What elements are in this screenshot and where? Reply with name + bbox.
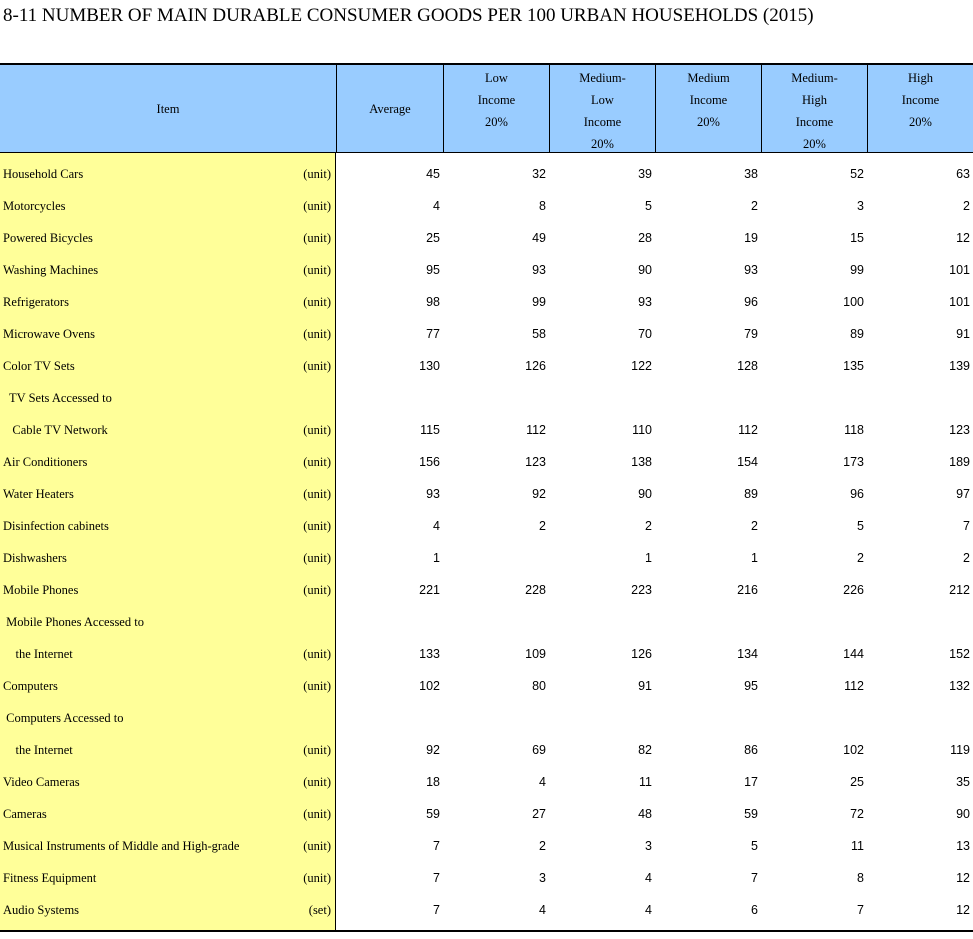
row-value: 128	[737, 359, 758, 373]
row-value: 4	[645, 903, 652, 917]
table-row	[0, 729, 973, 761]
row-value: 28	[638, 231, 652, 245]
row-value	[446, 377, 546, 409]
row-value: 102	[419, 679, 440, 693]
row-value	[658, 377, 758, 409]
row-value: 92	[426, 743, 440, 757]
row-value	[446, 537, 546, 569]
row-value: 7	[433, 871, 440, 885]
row-label: Refrigerators	[3, 295, 69, 309]
table-row	[0, 377, 973, 409]
row-value: 63	[956, 167, 970, 181]
row-value: 123	[949, 423, 970, 437]
row-value: 70	[638, 327, 652, 341]
row-value: 112	[738, 423, 758, 437]
row-value: 138	[631, 455, 652, 469]
header-high-income: High Income 20%	[867, 65, 973, 152]
row-value: 135	[843, 359, 864, 373]
row-value: 101	[949, 263, 970, 277]
row-value: 35	[956, 775, 970, 789]
table-row	[0, 281, 973, 313]
row-value: 8	[539, 199, 546, 213]
row-value: 93	[744, 263, 758, 277]
row-unit: (unit)	[303, 327, 331, 341]
table-row	[0, 185, 973, 217]
row-value: 39	[638, 167, 652, 181]
row-value: 126	[631, 647, 652, 661]
row-value: 69	[532, 743, 546, 757]
row-label: the Internet	[3, 647, 73, 661]
row-value: 119	[950, 743, 970, 757]
row-unit: (unit)	[303, 487, 331, 501]
row-value: 15	[850, 231, 864, 245]
row-label: Mobile Phones	[3, 583, 79, 597]
header-medium-income: Medium Income 20%	[655, 65, 761, 152]
row-label: TV Sets Accessed to	[3, 391, 112, 405]
row-unit: (unit)	[303, 167, 331, 181]
table-row	[0, 313, 973, 345]
row-value: 7	[963, 519, 970, 533]
row-value: 112	[526, 423, 546, 437]
row-value: 101	[949, 295, 970, 309]
row-value: 98	[426, 295, 440, 309]
row-label: Cable TV Network	[3, 423, 108, 437]
row-label: Mobile Phones Accessed to	[3, 615, 144, 629]
row-value: 7	[433, 839, 440, 853]
row-value: 118	[844, 423, 864, 437]
row-unit: (unit)	[303, 295, 331, 309]
row-value: 7	[751, 871, 758, 885]
row-value: 1	[751, 551, 758, 565]
row-value: 8	[857, 871, 864, 885]
table-row	[0, 793, 973, 825]
row-value: 7	[433, 903, 440, 917]
row-value: 11	[639, 775, 652, 789]
row-value: 59	[744, 807, 758, 821]
row-value: 189	[949, 455, 970, 469]
row-value: 90	[638, 263, 652, 277]
row-value: 99	[850, 263, 864, 277]
row-value: 97	[956, 487, 970, 501]
row-value: 223	[631, 583, 652, 597]
table-row	[0, 825, 973, 857]
row-value: 2	[857, 551, 864, 565]
table-bottom-rule	[0, 930, 973, 932]
row-label: Washing Machines	[3, 263, 99, 277]
table-row	[0, 505, 973, 537]
row-value	[764, 697, 864, 729]
row-unit: (unit)	[303, 551, 331, 565]
row-value: 5	[645, 199, 652, 213]
row-value: 80	[532, 679, 546, 693]
row-value	[552, 601, 652, 633]
row-value: 13	[956, 839, 970, 853]
row-value: 48	[638, 807, 652, 821]
row-value: 112	[844, 679, 864, 693]
row-value: 216	[737, 583, 758, 597]
table-body	[0, 153, 973, 930]
row-value: 154	[737, 455, 758, 469]
row-label: Color TV Sets	[3, 359, 75, 373]
header-low-income: Low Income 20%	[443, 65, 549, 152]
row-value: 25	[850, 775, 864, 789]
row-value	[552, 377, 652, 409]
row-value: 2	[751, 519, 758, 533]
row-value: 130	[419, 359, 440, 373]
row-value: 2	[539, 839, 546, 853]
row-value: 18	[426, 775, 440, 789]
row-value: 132	[949, 679, 970, 693]
row-value: 173	[843, 455, 864, 469]
row-unit: (unit)	[303, 743, 331, 757]
row-label: Video Cameras	[3, 775, 80, 789]
row-label: the Internet	[3, 743, 73, 757]
row-value: 109	[525, 647, 546, 661]
row-value: 2	[645, 519, 652, 533]
row-value: 89	[850, 327, 864, 341]
row-value: 100	[843, 295, 864, 309]
row-value: 110	[632, 423, 652, 437]
row-value: 93	[532, 263, 546, 277]
row-unit: (unit)	[303, 359, 331, 373]
row-value: 156	[419, 455, 440, 469]
row-value	[658, 601, 758, 633]
row-value: 2	[539, 519, 546, 533]
row-value	[764, 377, 864, 409]
row-unit: (unit)	[303, 519, 331, 533]
row-value: 221	[419, 583, 440, 597]
row-value: 77	[426, 327, 440, 341]
row-value: 126	[525, 359, 546, 373]
row-label: Air Conditioners	[3, 455, 88, 469]
row-value: 11	[851, 839, 864, 853]
row-value: 52	[850, 167, 864, 181]
row-value: 3	[645, 839, 652, 853]
table-row	[0, 761, 973, 793]
row-value: 86	[744, 743, 758, 757]
row-unit: (unit)	[303, 583, 331, 597]
header-medium-low-income: Medium- Low Income 20%	[549, 65, 655, 152]
row-value	[446, 697, 546, 729]
row-value: 12	[956, 871, 970, 885]
row-value: 4	[433, 519, 440, 533]
row-value: 4	[539, 903, 546, 917]
row-value: 93	[638, 295, 652, 309]
row-value: 123	[525, 455, 546, 469]
row-value: 95	[426, 263, 440, 277]
row-value: 2	[751, 199, 758, 213]
header-average: Average	[336, 65, 443, 152]
row-label: Audio Systems	[3, 903, 80, 917]
row-label: Dishwashers	[3, 551, 67, 565]
row-value: 82	[638, 743, 652, 757]
row-value: 45	[426, 167, 440, 181]
row-value: 25	[426, 231, 440, 245]
row-value: 38	[744, 167, 758, 181]
row-value	[340, 601, 440, 633]
row-label: Musical Instruments of Middle and High-grade	[3, 839, 240, 853]
row-value: 133	[419, 647, 440, 661]
row-label: Motorcycles	[3, 199, 66, 213]
row-value: 95	[744, 679, 758, 693]
row-value: 5	[857, 519, 864, 533]
row-value: 93	[426, 487, 440, 501]
table-row	[0, 601, 973, 633]
row-value: 122	[631, 359, 652, 373]
row-unit: (unit)	[303, 871, 331, 885]
row-value: 102	[843, 743, 864, 757]
row-value	[340, 697, 440, 729]
row-value	[870, 601, 970, 633]
table-row	[0, 889, 973, 921]
row-value: 2	[963, 551, 970, 565]
row-value: 17	[744, 775, 758, 789]
row-label: Computers	[3, 679, 58, 693]
row-value: 72	[850, 807, 864, 821]
row-value: 90	[638, 487, 652, 501]
row-value: 3	[539, 871, 546, 885]
row-value: 99	[532, 295, 546, 309]
table-row	[0, 857, 973, 889]
row-value	[870, 697, 970, 729]
row-value: 152	[949, 647, 970, 661]
row-value: 91	[956, 327, 970, 341]
row-label: Microwave Ovens	[3, 327, 95, 341]
row-value: 59	[426, 807, 440, 821]
row-unit: (unit)	[303, 263, 331, 277]
table-row	[0, 633, 973, 665]
row-value: 4	[539, 775, 546, 789]
row-value: 7	[857, 903, 864, 917]
page-title: 8-11 NUMBER OF MAIN DURABLE CONSUMER GOODS PER 100 URBAN HOUSEHOLDS (2015)	[3, 5, 814, 26]
row-value: 49	[532, 231, 546, 245]
row-unit: (unit)	[303, 679, 331, 693]
row-value: 12	[956, 903, 970, 917]
row-value: 139	[949, 359, 970, 373]
row-value: 5	[751, 839, 758, 853]
row-value: 91	[638, 679, 652, 693]
row-value: 96	[744, 295, 758, 309]
row-value: 134	[737, 647, 758, 661]
row-value: 19	[744, 231, 758, 245]
row-label: Disinfection cabinets	[3, 519, 109, 533]
row-value: 92	[532, 487, 546, 501]
row-value: 144	[843, 647, 864, 661]
row-value	[552, 697, 652, 729]
row-unit: (unit)	[303, 199, 331, 213]
row-value: 212	[949, 583, 970, 597]
row-label: Household Cars	[3, 167, 84, 181]
table-header	[0, 65, 973, 152]
row-value: 115	[420, 423, 440, 437]
row-value	[764, 601, 864, 633]
row-unit: (unit)	[303, 231, 331, 245]
row-value: 12	[956, 231, 970, 245]
row-value: 1	[433, 551, 440, 565]
table-row	[0, 249, 973, 281]
header-medium-high-income: Medium- High Income 20%	[761, 65, 867, 152]
row-value	[446, 601, 546, 633]
row-value: 90	[956, 807, 970, 821]
row-value: 6	[751, 903, 758, 917]
table-row	[0, 665, 973, 697]
row-label: Water Heaters	[3, 487, 74, 501]
row-value: 1	[645, 551, 652, 565]
row-label: Powered Bicycles	[3, 231, 93, 245]
row-value	[340, 377, 440, 409]
row-label: Computers Accessed to	[3, 711, 124, 725]
table-row	[0, 153, 973, 185]
row-unit: (unit)	[303, 807, 331, 821]
row-unit: (unit)	[303, 423, 331, 437]
table-row	[0, 697, 973, 729]
row-value: 79	[744, 327, 758, 341]
table-row	[0, 217, 973, 249]
row-unit: (set)	[308, 903, 331, 917]
table-row	[0, 569, 973, 601]
row-label: Cameras	[3, 807, 47, 821]
row-value: 58	[532, 327, 546, 341]
row-unit: (unit)	[303, 647, 331, 661]
row-value: 4	[433, 199, 440, 213]
row-value: 2	[963, 199, 970, 213]
row-label: Fitness Equipment	[3, 871, 97, 885]
row-value	[658, 697, 758, 729]
table-row	[0, 409, 973, 441]
header-item: Item	[156, 101, 180, 116]
row-value: 4	[645, 871, 652, 885]
row-unit: (unit)	[303, 839, 331, 853]
row-unit: (unit)	[303, 455, 331, 469]
row-value: 226	[843, 583, 864, 597]
row-unit: (unit)	[303, 775, 331, 789]
row-value: 89	[744, 487, 758, 501]
table-row	[0, 537, 973, 569]
row-value	[870, 377, 970, 409]
row-value: 96	[850, 487, 864, 501]
row-value: 32	[532, 167, 546, 181]
row-value: 228	[525, 583, 546, 597]
row-value: 27	[532, 807, 546, 821]
table-row	[0, 345, 973, 377]
table-row	[0, 473, 973, 505]
table-row	[0, 441, 973, 473]
row-value: 3	[857, 199, 864, 213]
